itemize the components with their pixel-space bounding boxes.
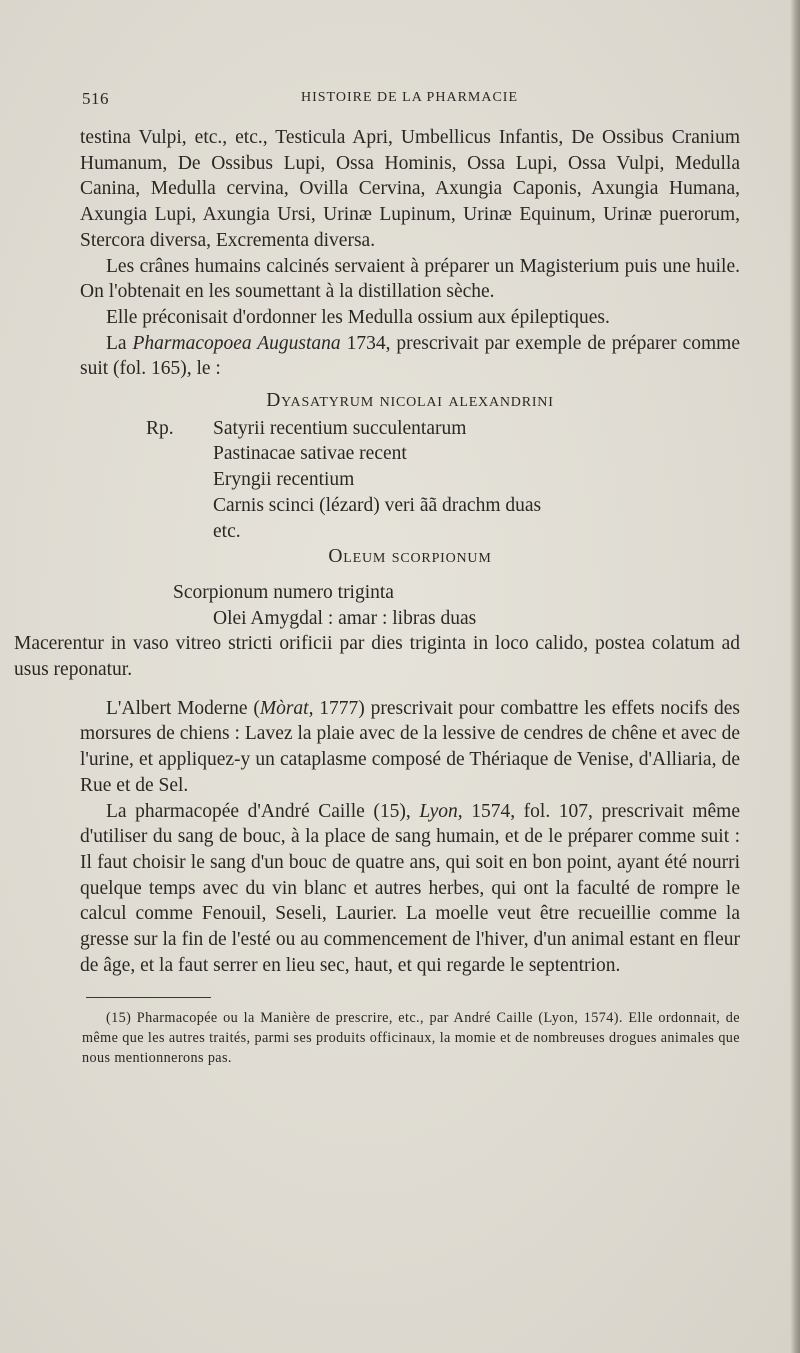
footnote-rule <box>86 997 211 998</box>
recipe-dyasatyrum <box>80 416 740 545</box>
text-span: L'Albert Moderne ( <box>106 697 260 719</box>
paragraph-ingredients: testina Vulpi, etc., etc., Testicula Apri, Umbellicus Infantis, De Ossibus Cranium Humanum, De Ossibus Lupi, Ossa Hominis, Ossa Lupi, Ossa Vulpi, Medulla Canina, Medulla cervina, Ovilla Cervina, Axungia Caponis, Axungia Humana, Axungia Lupi, Axungia Ursi, Urinæ Lupinum, Urinæ Equinum, Urinæ puerorum, Stercora diversa, Excrementa diversa. <box>80 127 740 251</box>
italic-word: Mòrat, <box>259 697 314 719</box>
text-span: La <box>106 332 133 354</box>
recipe-rp-label: Rp. <box>146 417 174 439</box>
recipe-heading-oleum: Oleum scorpionum <box>328 546 492 568</box>
recipe-oleum-line2: Olei Amygdal : amar : libras duas <box>213 607 477 629</box>
recipe-line: Eryngii recentium <box>213 469 355 491</box>
running-header <box>82 87 737 109</box>
recipe-line: etc. <box>213 520 241 542</box>
recipe-heading-dyasatyrum: Dyasatyrum nicolai alexandrini <box>266 390 554 412</box>
footnote <box>80 1008 740 1068</box>
page-body <box>14 125 740 1068</box>
text-span: 1777) prescrivait pour combattre les effets nocifs des morsures de chiens : Lavez la plaie avec de la lessive de cendres de chêne et avec de l'urine, et appliquez-y un cataplasme composé de Thériaque de Venise, d'Alliaria, de Rue et de Sel. <box>80 697 740 796</box>
spacer <box>80 683 740 696</box>
text-span: La pharmacopée d'André Caille (15), <box>106 800 420 822</box>
footnote-text: (15) Pharmacopée ou la Manière de prescrire, etc., par André Caille (Lyon, 1574). Elle ordonnait, de même que les autres traités, parmi ses produits officinaux, la momie et de nombreuses drogues animales que nous mentionnerons pas. <box>82 1009 740 1066</box>
page-number: 516 <box>82 89 109 108</box>
paragraph-cranes: Les crânes humains calcinés servaient à préparer un Magisterium puis une huile. On l'obtenait en les soumettant à la distillation sèche. <box>80 255 740 303</box>
paragraph-medulla: Elle préconisait d'ordonner les Medulla ossium aux épileptiques. <box>106 306 610 328</box>
text-span: 1574, fol. 107, prescrivait même d'utiliser du sang de bouc, à la place de sang humain, et de le préparer comme suit : Il faut choisir le sang d'un bouc de quatre ans, qui soit en bon point, ayant été nourri quelque temps avec du vin blanc et autres herbes, qui ont la faculté de rompre le calcul comme Fenouil, Seseli, Laurier. La moelle veut être recueillie comme la gresse sur la fin de l'esté ou au commencement de l'hiver, d'un animal estant en fleur de âge, et la faut serrer en lieu sec, haut, et qui regarde le septentrion. <box>80 800 740 976</box>
page-edge <box>790 0 800 1353</box>
recipe-line: Satyrii recentium succulentarum <box>213 417 467 439</box>
spacer <box>80 572 740 580</box>
italic-word: Lyon, <box>419 800 463 822</box>
recipe-oleum-line1: Scorpionum numero triginta <box>173 581 394 603</box>
running-title: HISTOIRE DE LA PHARMACIE <box>300 90 519 105</box>
text-span: 1734, prescrivait par exemple de préparer comme suit (fol. 165), le : <box>80 332 740 380</box>
recipe-lines <box>213 416 740 545</box>
paragraph-albert-moderne <box>80 696 740 799</box>
italic-title: Pharmacopoea Augustana <box>132 332 341 354</box>
recipe-line: Pastinacae sativae recent <box>213 443 407 465</box>
recipe-line: Carnis scinci (lézard) veri ãã drachm duas <box>213 494 542 516</box>
paragraph-augustana <box>80 331 740 382</box>
recipe-oleum-instructions: Macerentur in vaso vitreo stricti orificii par dies triginta in loco calido, postea colatum ad usus reponatur. <box>14 633 740 681</box>
paragraph-caille <box>80 799 740 979</box>
